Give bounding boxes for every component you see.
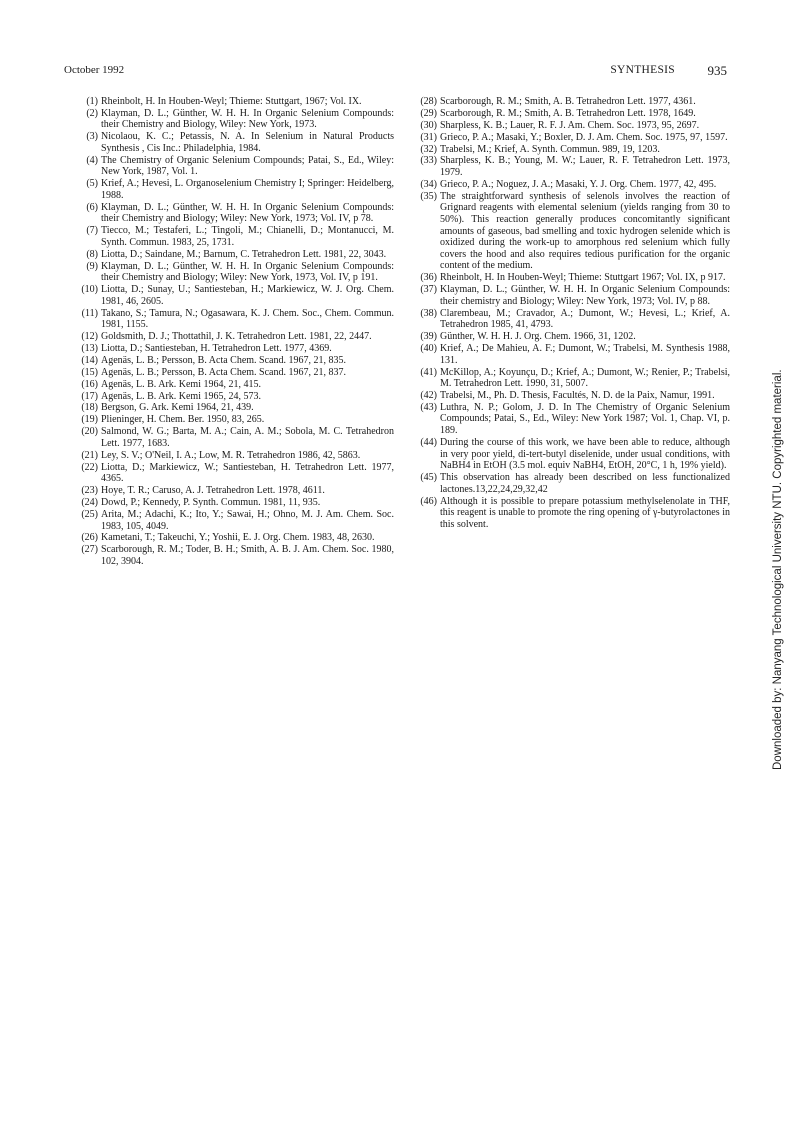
references-right-column: [405, 96, 730, 531]
reference-text: Liotta, D.; Markiewicz, W.; Santiesteban, H. Tetrahedron Lett. 1977, 4365.: [101, 461, 394, 485]
reference-number: ( 36 ): [405, 272, 437, 284]
reference-item: [405, 472, 730, 495]
reference-item: [64, 108, 394, 131]
reference-item: [64, 450, 394, 462]
reference-item: [405, 331, 730, 343]
reference-item: [64, 261, 394, 284]
reference-text: This observation has already been described on less functionalized lactones.13,22,24,29,32,42: [440, 472, 730, 495]
reference-item: [64, 414, 394, 426]
reference-number: ( 35 ): [405, 191, 437, 203]
reference-text: Arita, M.; Adachi, K.; Ito, Y.; Sawai, H.; Ohno, M. J. Am. Chem. Soc. 1983, 105, 4049.: [101, 508, 394, 532]
reference-text: Nicolaou, K. C.; Petassis, N. A. In Selenium in Natural Products Synthesis , Cis Inc.: Philadelphia, 1984.: [101, 131, 394, 154]
reference-text: Sharpless, K. B.; Lauer, R. F. J. Am. Chem. Soc. 1973, 95, 2697.: [440, 119, 700, 131]
references-left-column: [64, 96, 394, 568]
reference-number: ( 19 ): [64, 414, 98, 426]
reference-number: ( 37 ): [405, 284, 437, 296]
reference-text: Luthra, N. P.; Golom, J. D. In The Chemistry of Organic Selenium Compounds; Patai, S., Ed., Wiley: New York 1987; Vol. 1, Chap. VI, p. 189.: [440, 401, 730, 437]
reference-text: Krief, A.; De Mahieu, A. F.; Dumont, W.; Trabelsi, M. Synthesis 1988, 131.: [440, 343, 730, 366]
reference-text: Tiecco, M.; Testaferi, L.; Tingoli, M.; Chianelli, D.; Montanucci, M. Synth. Commun. 1983, 25, 1731.: [101, 225, 394, 248]
reference-number: ( 33 ): [405, 155, 437, 167]
reference-item: [64, 532, 394, 544]
reference-text: Agenäs, L. B.; Persson, B. Acta Chem. Scand. 1967, 21, 837.: [101, 366, 346, 378]
reference-text: Sharpless, K. B.; Young, M. W.; Lauer, R. F. Tetrahedron Lett. 1973, 1979.: [440, 155, 730, 179]
reference-text: Salmond, W. G.; Barta, M. A.; Cain, A. M.; Sobola, M. C. Tetrahedron Lett. 1977, 1683.: [101, 426, 394, 449]
reference-number: ( 31 ): [405, 132, 437, 144]
reference-number: ( 42 ): [405, 390, 437, 402]
reference-number: ( 25 ): [64, 509, 98, 521]
reference-text: During the course of this work, we have been able to reduce, although in very poor yield, di-tert-butyl diselenide, under usual conditions, with NaBH4 in EtOH (3.5 mol. equiv NaBH4, EtOH, 20°C, 1 h, 19% yield).: [440, 436, 730, 472]
reference-number: ( 18 ): [64, 402, 98, 414]
reference-item: [64, 308, 394, 331]
reference-number: ( 16 ): [64, 379, 98, 391]
reference-text: Dowd, P.; Kennedy, P. Synth. Commun. 1981, 11, 935.: [101, 497, 321, 509]
reference-number: ( 43 ): [405, 402, 437, 414]
reference-text: Liotta, D.; Sunay, U.; Santiesteban, H.; Markiewicz, W. J. Org. Chem. 1981, 46, 2605.: [101, 284, 394, 307]
reference-number: ( 11 ): [64, 308, 98, 320]
reference-number: ( 45 ): [405, 472, 437, 484]
reference-text: Liotta, D.; Saindane, M.; Barnum, C. Tetrahedron Lett. 1981, 22, 3043.: [101, 248, 387, 260]
reference-item: [64, 155, 394, 178]
reference-number: ( 3 ): [64, 131, 98, 143]
reference-text: Scarborough, R. M.; Smith, A. B. Tetrahedron Lett. 1978, 1649.: [440, 107, 696, 119]
reference-text: Kametani, T.; Takeuchi, Y.; Yoshii, E. J. Org. Chem. 1983, 48, 2630.: [101, 532, 375, 544]
reference-text: Although it is possible to prepare potassium methylselenolate in THF, this reagent is unable to promote the ring opening of γ-butyrolactones in this solvent.: [440, 495, 730, 530]
reference-text: Grieco, P. A.; Masaki, Y.; Boxler, D. J. Am. Chem. Soc. 1975, 97, 1597.: [440, 131, 728, 143]
reference-number: ( 44 ): [405, 437, 437, 449]
reference-item: [405, 96, 730, 108]
reference-number: ( 27 ): [64, 544, 98, 556]
reference-item: [405, 144, 730, 156]
reference-number: ( 15 ): [64, 367, 98, 379]
download-watermark: [771, 350, 795, 770]
page-header: [64, 64, 727, 80]
reference-item: [405, 179, 730, 191]
reference-item: [405, 367, 730, 390]
reference-text: Agenäs, L. B. Ark. Kemi 1965, 24, 573.: [101, 390, 261, 402]
reference-number: ( 13 ): [64, 343, 98, 355]
reference-text: Trabelsi, M.; Krief, A. Synth. Commun. 989, 19, 1203.: [440, 143, 660, 155]
reference-number: ( 22 ): [64, 462, 98, 474]
reference-item: [64, 367, 394, 379]
reference-number: ( 23 ): [64, 485, 98, 497]
reference-item: [64, 178, 394, 201]
reference-number: ( 46 ): [405, 496, 437, 508]
reference-text: Hoye, T. R.; Caruso, A. J. Tetrahedron Lett. 1978, 4611.: [101, 485, 325, 497]
reference-text: Klayman, D. L.; Günther, W. H. H. In Organic Selenium Compounds: their chemistry and Biology; Wiley: New York, 1973; Vol. IV, p 88.: [440, 284, 730, 307]
reference-number: ( 5 ): [64, 178, 98, 190]
reference-number: ( 4 ): [64, 155, 98, 167]
reference-text: Clarembeau, M.; Cravador, A.; Dumont, W.; Hevesi, L.; Krief, A. Tetrahedron 1985, 41, 4793.: [440, 307, 730, 331]
reference-text: Klayman, D. L.; Günther, W. H. H. In Organic Selenium Compounds: their Chemistry and Biology, Wiley: New York, 1973.: [101, 107, 394, 131]
reference-text: Liotta, D.; Santiesteban, H. Tetrahedron Lett. 1977, 4369.: [101, 343, 332, 355]
reference-number: ( 1 ): [64, 96, 98, 108]
reference-text: Rheinbolt, H. In Houben-Weyl; Thieme: Stuttgart, 1967; Vol. IX.: [101, 96, 362, 107]
reference-text: Grieco, P. A.; Noguez, J. A.; Masaki, Y. J. Org. Chem. 1977, 42, 495.: [440, 178, 717, 190]
reference-text: Krief, A.; Hevesi, L. Organoselenium Chemistry I; Springer: Heidelberg, 1988.: [101, 178, 394, 201]
reference-number: ( 30 ): [405, 120, 437, 132]
reference-text: Bergson, G. Ark. Kemi 1964, 21, 439.: [101, 402, 254, 414]
reference-text: Plieninger, H. Chem. Ber. 1950, 83, 265.: [101, 414, 265, 426]
reference-item: [405, 308, 730, 331]
reference-item: [64, 379, 394, 391]
reference-item: [405, 272, 730, 284]
reference-number: ( 9 ): [64, 261, 98, 273]
reference-number: ( 34 ): [405, 179, 437, 191]
journal-name: SYNTHESIS: [610, 64, 675, 76]
reference-text: Rheinbolt, H. In Houben-Weyl; Thieme: Stuttgart 1967; Vol. IX, p 917.: [440, 272, 726, 284]
reference-text: Klayman, D. L.; Günther, W. H. H. In Organic Selenium Compounds: their Chemistry and Biology; Wiley: New York, 1973, Vol. IV, p 191.: [101, 260, 394, 284]
reference-number: ( 26 ): [64, 532, 98, 544]
reference-item: [64, 284, 394, 307]
reference-text: Günther, W. H. H. J. Org. Chem. 1966, 31, 1202.: [440, 331, 636, 343]
reference-item: [405, 437, 730, 472]
reference-item: [64, 426, 394, 449]
reference-item: [405, 191, 730, 272]
reference-item: [64, 249, 394, 261]
reference-number: ( 32 ): [405, 144, 437, 156]
reference-item: [64, 509, 394, 532]
reference-number: ( 40 ): [405, 343, 437, 355]
reference-item: [405, 132, 730, 144]
reference-text: Ley, S. V.; O'Neil, I. A.; Low, M. R. Tetrahedron 1986, 42, 5863.: [101, 449, 361, 461]
reference-number: ( 20 ): [64, 426, 98, 438]
reference-text: Agenäs, L. B. Ark. Kemi 1964, 21, 415.: [101, 378, 261, 390]
reference-item: [405, 284, 730, 307]
reference-item: [64, 462, 394, 485]
reference-number: ( 17 ): [64, 391, 98, 403]
reference-item: [64, 96, 394, 108]
reference-number: ( 7 ): [64, 225, 98, 237]
reference-number: ( 6 ): [64, 202, 98, 214]
reference-item: [64, 402, 394, 414]
reference-item: [64, 343, 394, 355]
reference-number: ( 39 ): [405, 331, 437, 343]
reference-item: [64, 131, 394, 154]
reference-number: ( 8 ): [64, 249, 98, 261]
page-number: 935: [707, 63, 727, 78]
reference-item: [405, 155, 730, 178]
issue-date: October 1992: [64, 64, 125, 76]
reference-number: ( 24 ): [64, 497, 98, 509]
reference-number: ( 41 ): [405, 367, 437, 379]
reference-text: The Chemistry of Organic Selenium Compounds; Patai, S., Ed., Wiley: New York, 1987, Vol. 1.: [101, 154, 394, 178]
reference-item: [64, 485, 394, 497]
reference-item: [405, 108, 730, 120]
reference-item: [405, 390, 730, 402]
reference-item: [64, 225, 394, 248]
watermark-line: Downloaded by: Nanyang Technological University NTU. Copyrighted material.: [772, 369, 784, 770]
reference-item: [64, 497, 394, 509]
reference-text: Trabelsi, M., Ph. D. Thesis, Facultés, N. D. de la Paix, Namur, 1991.: [440, 390, 715, 401]
reference-number: ( 28 ): [405, 96, 437, 108]
reference-number: ( 12 ): [64, 331, 98, 343]
reference-number: ( 21 ): [64, 450, 98, 462]
reference-item: [405, 496, 730, 531]
reference-number: ( 29 ): [405, 108, 437, 120]
reference-number: ( 14 ): [64, 355, 98, 367]
reference-item: [64, 331, 394, 343]
reference-item: [64, 391, 394, 403]
reference-text: Goldsmith, D. J.; Thottathil, J. K. Tetrahedron Lett. 1981, 22, 2447.: [101, 331, 372, 343]
reference-text: Scarborough, R. M.; Toder, B. H.; Smith, A. B. J. Am. Chem. Soc. 1980, 102, 3904.: [101, 544, 394, 567]
reference-item: [64, 202, 394, 225]
reference-item: [64, 355, 394, 367]
reference-number: ( 38 ): [405, 308, 437, 320]
reference-number: ( 2 ): [64, 108, 98, 120]
reference-number: ( 10 ): [64, 284, 98, 296]
reference-item: [405, 120, 730, 132]
reference-text: Takano, S.; Tamura, N.; Ogasawara, K. J. Chem. Soc., Chem. Commun. 1981, 1155.: [101, 307, 394, 331]
reference-item: [64, 544, 394, 567]
reference-text: McKillop, A.; Koyunçu, D.; Krief, A.; Dumont, W.; Renier, P.; Trabelsi, M. Tetrahedron Lett. 1990, 31, 5007.: [440, 366, 730, 390]
reference-text: Klayman, D. L.; Günther, W. H. H. In Organic Selenium Compounds: their Chemistry and Biology; Wiley: New York, 1973; Vol. IV, p 78.: [101, 201, 394, 225]
reference-text: Scarborough, R. M.; Smith, A. B. Tetrahedron Lett. 1977, 4361.: [440, 96, 696, 107]
reference-item: [405, 402, 730, 437]
reference-text: The straightforward synthesis of selenols involves the reaction of Grignard reagents with elemental selenium (yields ranging from 30 to 50%). This reaction generally produces concomitantly significant amounts of gaseous, bad smelling and toxic hydrogen selenide which is oxidized during the work-up to amorphous red selenium which fully covers the hood and also requires tedious purification for the organic content of the medium.: [440, 190, 730, 272]
reference-text: Agenäs, L. B.; Persson, B. Acta Chem. Scand. 1967, 21, 835.: [101, 354, 346, 366]
reference-item: [405, 343, 730, 366]
